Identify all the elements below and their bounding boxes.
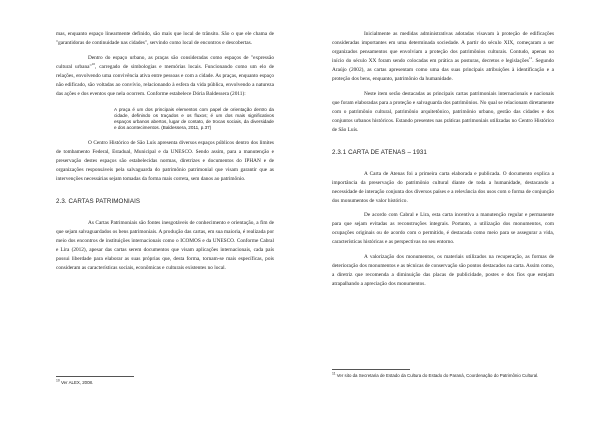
paragraph: Neste item serão destacadas as principais cartas patrimoniais internacionais e nacionais que foram elaboradas para a proteção e salvaguarda dos patrimônios. No qual se relacionam diretamente com o patrimônio cultural, patrimônio arquitetônico, patrimônio urbano, gestão das cidades e dos conjuntos urbanos históricos. Estando presentes nas práticas patrimoniais utilizadas no Centro Histórico de São Luís. (332, 90, 554, 133)
section-heading: 2.3.1 CARTA DE ATENAS – 1931 (332, 148, 427, 156)
paragraph: A Carta de Atenas foi a primeira carta elaborada e publicada. O documento explica a importância da preservação do patrimônio cultural diante de toda a humanidade, destacando a necessidade de interação conjunta dos diversos países e a relevância dos usos com o forma de conjunção dos monumentos de valor histórico. (332, 170, 554, 204)
paragraph: A valorização dos monumentos, os materiais utilizados na recuperação, as formas de deterioração dos monumentos e as técnicas de conservação são pontos destacados na carta. Assim como, a diretriz que recomenda a diminuição das placas de publicidade, postes e dos fios que estejam atrapalhando a apreciação dos monumentos. (332, 253, 554, 287)
paragraph-text: . Segundo Araújo (2002), as cartas apresentam como uma das suas principais atribuições à identificação e a proteção dos bens, enquanto, patrimônio da humanidade. (332, 58, 554, 82)
paragraph: mas, enquanto espaço linearmente definido, são mais que local de trânsito. São o que ele chama de "garantidoras de continuidade nas cidades", servindo como local de encontros e descobertas. (56, 31, 274, 46)
footnote-number: 10 (56, 378, 60, 383)
footnote-ref: 10 (91, 61, 96, 66)
paragraph-pracas (56, 54, 274, 99)
paragraph-text: Dentro do espaço urbano, as praças são consideradas como espaços de "expressão cultural urbana" (56, 54, 274, 70)
paragraph-text: , carregado de simbologias e memórias locais. Funcionando como um elo de relações, envolvendo uma convivência ativa entre pessoas e com a cidade. As praças, enquanto espaço não edificado, são voltadas ao convívio, relacionando à esfera da vida pública, envolvendo a natureza das ações e dos eventos que nela ocorrem. Conforme estabelece Dória Baldessera (2011): (56, 63, 274, 97)
paragraph-intro (332, 30, 554, 84)
block-quote: A praça é um dos principais elementos com papel de orientação dentro da cidade, definindo os traçados e os fluxos; é um dos mais significativos espaços urbanos abertos, lugar de contato, de trocas sociais, da diversidade e dos acontecimentos. (Baldessera, 2011, p.37) (114, 106, 274, 130)
section-heading: 2.3. CARTAS PATRIMONIAIS (56, 197, 141, 205)
footnote-rule (56, 376, 134, 377)
footnote-text: Ver sito da Secretaria de Estado da Cultura do Estado do Paraná, Coordenação do Patrimônio Cultural. (335, 373, 539, 378)
footnote-ref: 11 (528, 56, 533, 61)
footnote (332, 369, 554, 378)
paragraph: O Centro Histórico de São Luís apresenta diversos espaços públicos dentro dos limites de tombamento Federal, Estadual, Municipal e da UNESCO. Sendo assim, para a manutenção e preservação destes espaços são estabelecidas normas, diretrizes e documentos do IPHAN e de organizações responsáveis pela salvaguarda do patrimônio patrimonial que visam garantir que as intervenções necessárias sejam tomadas da forma mais correta, sem danos ao patrimônio. (56, 139, 274, 182)
paragraph: De acordo com Cabral e Lira, esta carta incentiva a manutenção regular e permanente para que sejam evitadas as reconstruções integrais. Portanto, a utilização dos monumentos, com ocupações originais ou de acordo com o permitido, é destacada como meio para se assegurar a vida, características históricas e as perspectivas no seu entorno. (332, 212, 554, 245)
paragraph: As Cartas Patrimoniais são fontes inesgotáveis de conhecimento e orientação, a fim de que sejam salvaguardados os bens patrimoniais. A produção das cartas, em sua maioria, é realizada por meio dos encontros de instituições internacionais como o ICOMOS e da UNESCO. Conforme Cabral e Lira (2012), apesar das cartas serem documentos que visam aplicações internacionais, cada país possui liberdade para elaborar as suas próprias que, desta forma, tornam-se mais específicas, pois consideram as características sociais, econômicas e culturais existentes no local. (56, 219, 274, 271)
right-text-column (332, 30, 554, 294)
footnote (56, 376, 274, 385)
footnote-number: 11 (332, 371, 336, 376)
paragraph-text: Inicialmente as medidas administrativas adotadas visavam à proteção de edificações consideradas importantes em uma determinada sociedade. A partir do século XIX, começaram a ser organizados pensamentos que envolviam a proteção dos patrimônios culturais. Contudo, apenas no início do século XX foram sendo colocadas em prática as posturas, decretos e legislações (332, 31, 554, 64)
right-page (300, 0, 600, 424)
left-text-column (56, 30, 274, 278)
footnote-rule (332, 369, 410, 370)
footnote-text: Ver ALEX, 2008. (59, 380, 94, 385)
